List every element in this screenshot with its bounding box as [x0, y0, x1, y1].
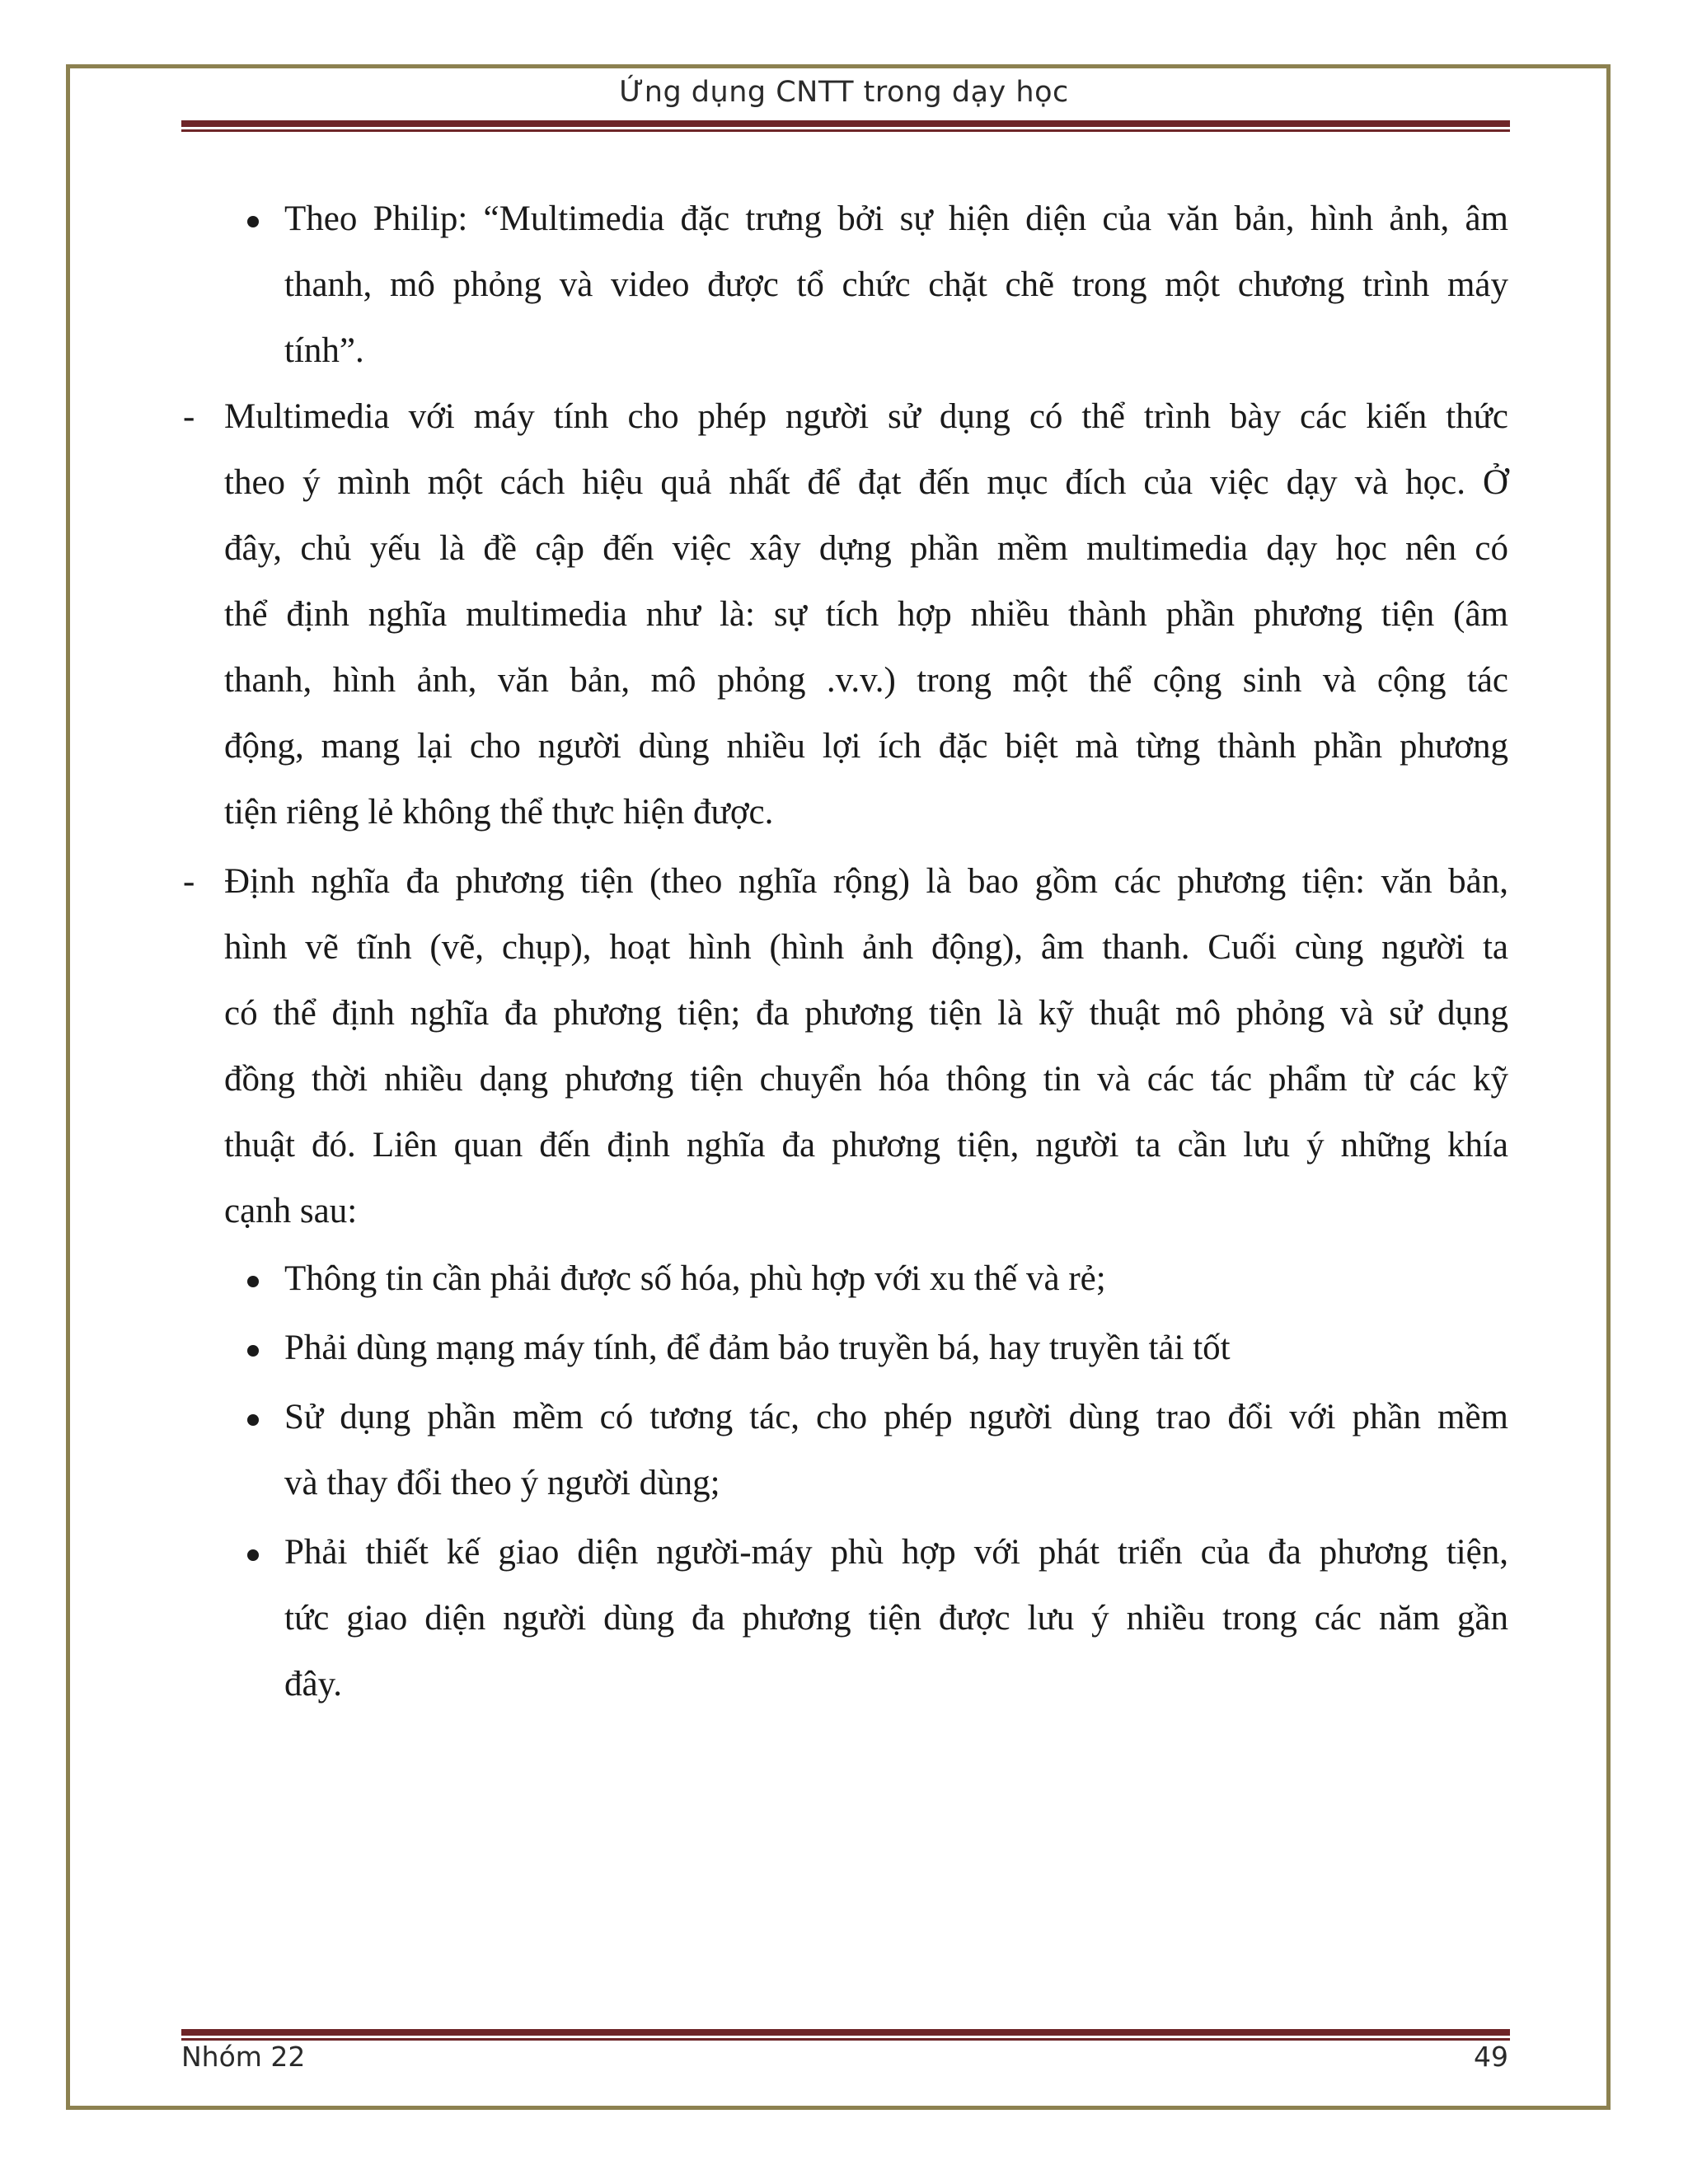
- footer-group-label: Nhóm 22: [181, 2041, 306, 2073]
- bullet-icon: [247, 216, 259, 227]
- bullet-icon: [247, 1414, 259, 1426]
- text-line: thanh, mô phỏng và video được tổ chức chặt chẽ trong một chương trình máy: [284, 265, 1508, 304]
- text-line: tức giao diện người dùng đa phương tiện được lưu ý nhiều trong các năm gần: [284, 1599, 1508, 1638]
- text-line: đồng thời nhiều dạng phương tiện chuyển hóa thông tin và các tác phẩm từ các kỹ: [224, 1060, 1508, 1099]
- text-line: Phải thiết kế giao diện người-máy phù hợp với phát triển của đa phương tiện,: [284, 1533, 1508, 1572]
- bullet-icon: [247, 1549, 259, 1561]
- bullet-icon: [247, 1276, 259, 1287]
- text-line: thuật đó. Liên quan đến định nghĩa đa phương tiện, người ta cần lưu ý những khía: [224, 1126, 1508, 1165]
- text-line: động, mang lại cho người dùng nhiều lợi ích đặc biệt mà từng thành phần phương: [224, 727, 1508, 766]
- text-line: theo ý mình một cách hiệu quả nhất để đạt đến mục đích của việc dạy và học. Ở: [224, 463, 1508, 502]
- dash-marker: -: [183, 397, 195, 436]
- text-line: đây.: [284, 1665, 343, 1704]
- text-line: tính”.: [284, 331, 364, 370]
- text-line: Thông tin cần phải được số hóa, phù hợp với xu thế và rẻ;: [284, 1259, 1106, 1298]
- text-line: và thay đổi theo ý người dùng;: [284, 1464, 720, 1502]
- text-line: Định nghĩa đa phương tiện (theo nghĩa rộng) là bao gồm các phương tiện: văn bản,: [224, 862, 1508, 901]
- text-line: tiện riêng lẻ không thể thực hiện được.: [224, 793, 774, 832]
- text-line: thể định nghĩa multimedia như là: sự tích hợp nhiều thành phần phương tiện (âm: [224, 595, 1508, 634]
- text-line: thanh, hình ảnh, văn bản, mô phỏng .v.v.) trong một thể cộng sinh và cộng tác: [224, 661, 1508, 700]
- text-line: đây, chủ yếu là đề cập đến việc xây dựng phần mềm multimedia dạy học nên có: [224, 529, 1508, 568]
- header-rule: [181, 120, 1510, 132]
- footer-rule: [181, 2029, 1510, 2041]
- dash-marker: -: [183, 862, 195, 901]
- text-line: có thể định nghĩa đa phương tiện; đa phương tiện là kỹ thuật mô phỏng và sử dụng: [224, 994, 1508, 1033]
- bullet-icon: [247, 1345, 259, 1357]
- text-line: cạnh sau:: [224, 1192, 358, 1230]
- text-line: Theo Philip: “Multimedia đặc trưng bởi sự hiện diện của văn bản, hình ảnh, âm: [284, 199, 1508, 238]
- text-line: Sử dụng phần mềm có tương tác, cho phép người dùng trao đổi với phần mềm: [284, 1398, 1508, 1436]
- text-line: hình vẽ tĩnh (vẽ, chụp), hoạt hình (hình ảnh động), âm thanh. Cuối cùng người ta: [224, 928, 1508, 967]
- page-number: 49: [1474, 2041, 1508, 2073]
- page-header-title: Ứng dụng CNTT trong dạy học: [619, 76, 1069, 109]
- text-line: Multimedia với máy tính cho phép người sử dụng có thể trình bày các kiến thức: [224, 397, 1508, 436]
- text-line: Phải dùng mạng máy tính, để đảm bảo truyền bá, hay truyền tải tốt: [284, 1329, 1231, 1367]
